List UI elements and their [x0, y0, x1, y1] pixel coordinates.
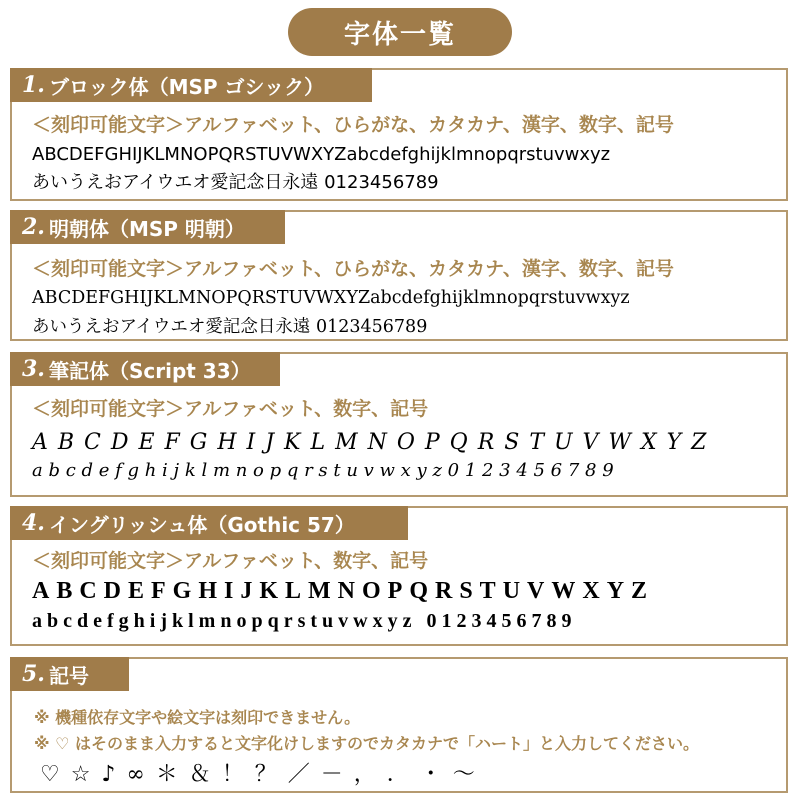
note-line: ※ 機種依存文字や絵文字は刻印できません。 [34, 708, 361, 727]
page-title: 字体一覧 [288, 8, 512, 56]
section-name: 明朝体（MSP 明朝） [48, 216, 245, 241]
section-number: 3. [22, 356, 45, 382]
sample-line: ABCDEFGHIJKLMNOPQRSTUVWXYZabcdefghijklmnopqrstuvwxyz [32, 144, 611, 165]
section-header [10, 68, 372, 102]
section-name: 筆記体（Script 33） [48, 358, 251, 383]
section-name: ブロック体（MSP ゴシック） [48, 74, 325, 99]
sample-line: あいうえおアイウエオ愛記念日永遠 0123456789 [32, 317, 428, 337]
sample-line: a b c d e f g h i j k l m n o p q r s t u v w x y z 0 1 2 3 4 5 6 7 8 9 [32, 460, 614, 481]
section-number: 5. [22, 661, 45, 687]
allowed-chars: ＜刻印可能文字＞アルファベット、数字、記号 [32, 398, 429, 420]
section-number: 1. [22, 72, 45, 98]
symbol-list: ♡ ☆ ♪ ∞ ＊ ＆ ！ ？ ／ － ， ． ・ ～ [40, 762, 477, 787]
section-number: 2. [22, 214, 45, 240]
sample-line: ABCDEFGHIJKLMNOPQRSTUVWXYZ [32, 578, 655, 604]
note-line: ※ ♡ はそのまま入力すると文字化けしますのでカタカナで「ハート」と入力してください。 [34, 734, 700, 753]
sample-line: ABCDEFGHIJKLMNOPQRSTUVWXYZabcdefghijklmnopqrstuvwxyz [32, 288, 630, 308]
section-block [10, 506, 788, 646]
section-header [10, 657, 129, 691]
section-block [10, 352, 788, 497]
section-name: イングリッシュ体（Gothic 57） [48, 512, 355, 537]
section-block [10, 210, 788, 341]
section-name: 記号 [48, 663, 89, 688]
sample-line: あいうえおアイウエオ愛記念日永遠 0123456789 [32, 172, 439, 193]
section-block [10, 68, 788, 201]
sample-line: abcdefghijklmnopqrstuvwxyz 0123456789 [32, 610, 577, 632]
section-header [10, 210, 285, 244]
section-header [10, 352, 280, 386]
allowed-chars: ＜刻印可能文字＞アルファベット、ひらがな、カタカナ、漢字、数字、記号 [32, 258, 674, 280]
section-header [10, 506, 408, 540]
section-block [10, 657, 788, 793]
allowed-chars: ＜刻印可能文字＞アルファベット、ひらがな、カタカナ、漢字、数字、記号 [32, 114, 674, 136]
allowed-chars: ＜刻印可能文字＞アルファベット、数字、記号 [32, 550, 429, 572]
section-number: 4. [22, 510, 45, 536]
sample-line: A B C D E F G H I J K L M N O P Q R S T U V W X Y Z [32, 430, 708, 455]
